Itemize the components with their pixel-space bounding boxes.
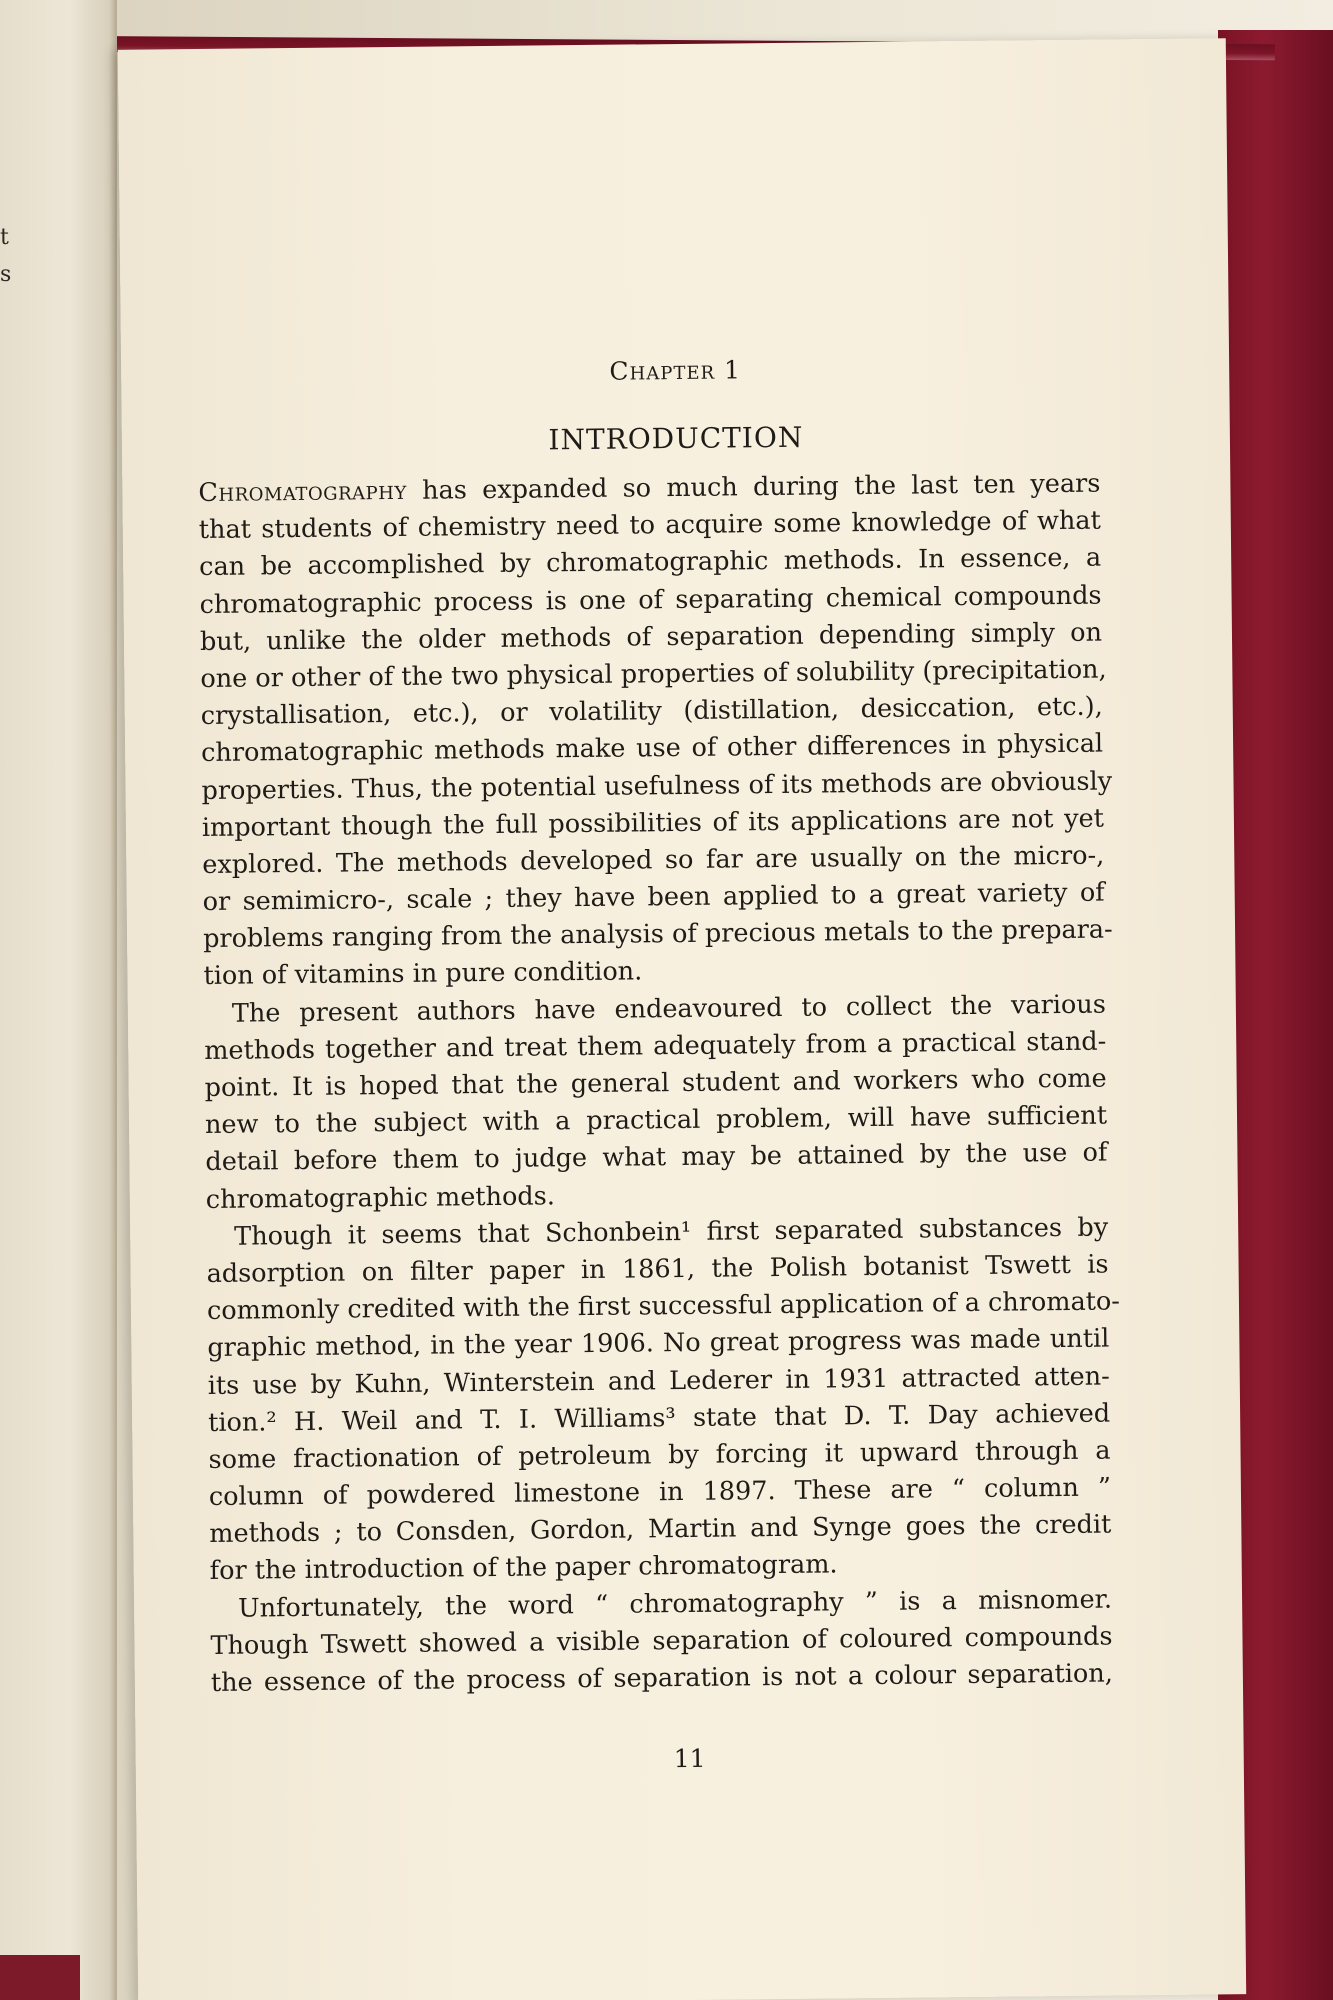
- text-line-content: The present authors have endeavoured to collect the various: [231, 989, 1106, 1029]
- text-line-content: Though it seems that Schonbein¹ first separated substances by: [234, 1212, 1109, 1252]
- body-text: [198, 466, 1121, 1703]
- book-page: [118, 38, 1246, 2000]
- text-line-content: adsorption on filter paper in 1861, the Polish botanist Tswett is: [206, 1249, 1109, 1289]
- text-line-content: new to the subject with a practical problem, will have sufficient: [204, 1100, 1108, 1141]
- text-line-content: that students of chemistry need to acquire some knowledge of what: [198, 505, 1101, 546]
- text-line-content: or semimicro-, scale ; they have been applied to a great variety of: [202, 877, 1105, 918]
- text-line-content: column of powdered limestone in 1897. These are “ column ”: [208, 1472, 1112, 1513]
- text-line-content: methods together and treat them adequately from a practical stand-: [204, 1026, 1107, 1066]
- text-line-content: Though Tswett showed a visible separation of coloured compounds: [210, 1621, 1113, 1661]
- left-page-fragment: t: [0, 225, 9, 250]
- text-line-content: its use by Kuhn, Winterstein and Lederer in 1931 attracted atten-: [207, 1361, 1110, 1401]
- text-line-content: but, unlike the older methods of separation depending simply on: [199, 617, 1103, 657]
- text-line-content: point. It is hoped that the general student and workers who come: [204, 1063, 1107, 1104]
- text-line-content: explored. The methods developed so far are usually on the micro-,: [202, 840, 1105, 880]
- text-line-content: Unfortunately, the word “ chromatography ” is a misnomer.: [237, 1584, 1113, 1624]
- text-line-content: some fractionation of petroleum by forcing it upward through a: [208, 1435, 1111, 1475]
- text-line-content: tion.² H. Weil and T. I. Williams³ state that D. T. Day achieved: [208, 1398, 1111, 1438]
- text-line-content: crystallisation, etc.), or volatility (distillation, desiccation, etc.),: [200, 691, 1103, 732]
- text-line-content: has expanded so much during the last ten years: [406, 468, 1101, 506]
- text-line-content: problems ranging from the analysis of precious metals to the prepara-: [202, 914, 1113, 955]
- chapter-label: Chapter 1: [609, 355, 742, 386]
- book-cover-bottom-left: [0, 1955, 80, 2000]
- page-number: 11: [673, 1743, 706, 1774]
- left-page-fragment: s: [0, 262, 12, 287]
- text-line-content: chromatographic process is one of separating chemical compounds: [199, 580, 1102, 620]
- left-page-edge: [0, 0, 117, 2000]
- text-line-content: can be accomplished by chromatographic methods. In essence, a: [199, 542, 1102, 583]
- text-line-content: the essence of the process of separation is not a colour separation,: [210, 1658, 1114, 1698]
- text-line-content: one or other of the two physical properties of solubility (precipitation,: [200, 654, 1107, 694]
- text-line-content: tion of vitamins in pure condition.: [203, 956, 643, 992]
- text-line-content: chromatographic methods.: [205, 1180, 556, 1215]
- text-line-content: detail before them to judge what may be attained by the use of: [205, 1137, 1108, 1178]
- text-line-content: methods ; to Consden, Gordon, Martin and Synge goes the credit: [209, 1509, 1112, 1550]
- lead-word: Chromatography: [198, 475, 407, 509]
- text-line-content: important though the full possibilities of its applications are not yet: [201, 803, 1105, 843]
- text-line-content: graphic method, in the year 1906. No great progress was made until: [207, 1323, 1110, 1364]
- text-line-content: commonly credited with the first successful application of a chromato-: [206, 1286, 1121, 1327]
- chapter-heading: INTRODUCTION: [548, 420, 804, 457]
- text-line-content: properties. Thus, the potential usefulness of its methods are obviously: [201, 765, 1113, 806]
- text-line-content: for the introduction of the paper chromatogram.: [209, 1549, 838, 1587]
- text-line-content: chromatographic methods make use of other differences in physical: [201, 728, 1104, 769]
